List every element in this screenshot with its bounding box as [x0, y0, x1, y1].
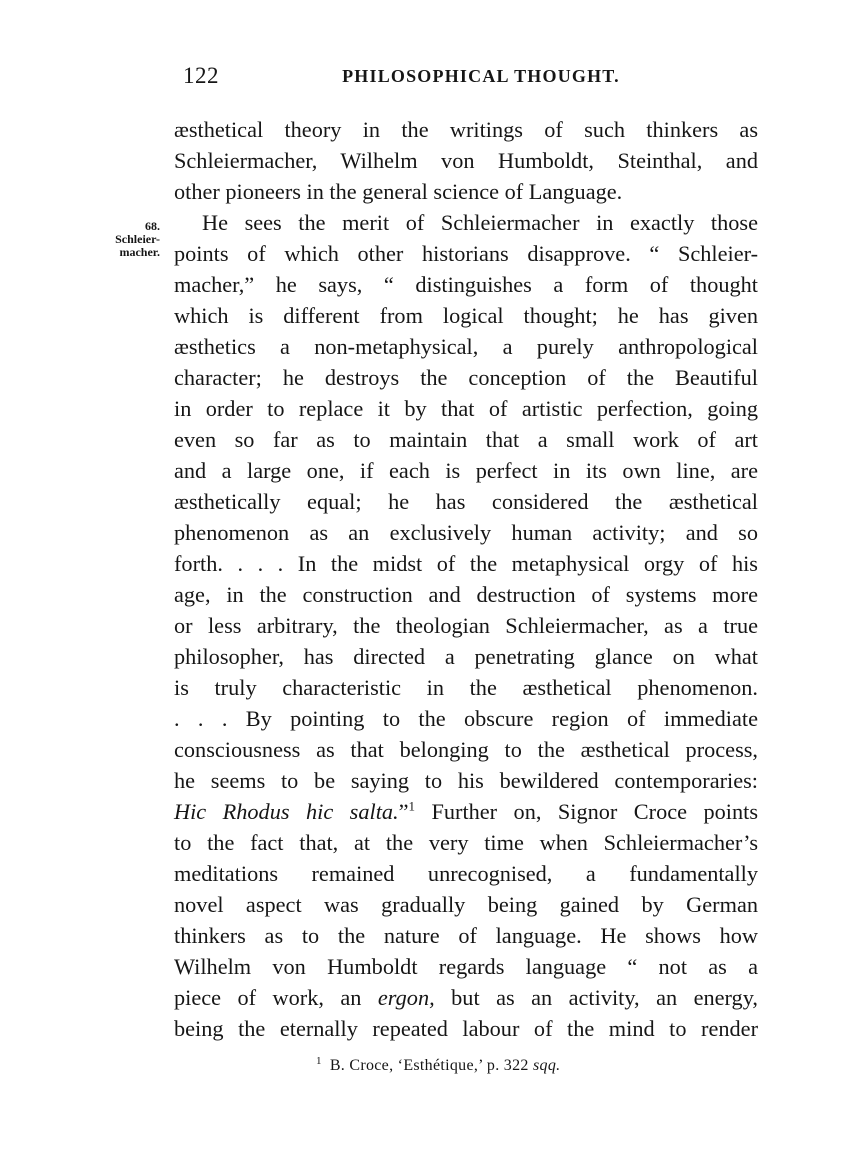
footnote	[316, 1055, 736, 1077]
text-line-24: to the fact that, at the very time when Schleiermacher’s	[174, 830, 758, 855]
text-line-17: or less arbitrary, the theologian Schleiermacher, as a true	[174, 613, 758, 638]
ergon-before: piece of work, an	[174, 985, 362, 1010]
footnote-text: B. Croce, ‘Esthétique,’ p. 322	[329, 1057, 529, 1074]
ergon-after: but as an activity, an energy,	[451, 985, 758, 1010]
text-line-8: æsthetics a non-metaphysical, a purely anthropological	[174, 334, 758, 359]
text-line-30: being the eternally repeated labour of the mind to render	[174, 1016, 758, 1041]
text-line-27: thinkers as to the nature of language. He shows how	[174, 923, 758, 948]
margin-note	[80, 220, 160, 259]
margin-note-number: 68.	[145, 219, 160, 233]
text-line-1: æsthetical theory in the writings of such thinkers as	[174, 117, 758, 142]
text-line-15: forth. . . . In the midst of the metaphysical orgy of his	[174, 551, 758, 576]
hic-italic: Hic Rhodus hic salta.”	[174, 799, 409, 824]
ergon-italic: ergon,	[377, 985, 435, 1010]
text-line-22: he seems to be saying to his bewildered contemporaries:	[174, 768, 758, 793]
text-line-10: in order to replace it by that of artistic perfection, going	[174, 396, 758, 421]
page-number: 122	[183, 63, 219, 88]
text-line-9: character; he destroys the conception of the Beautiful	[174, 365, 758, 390]
hic-rest: Further on, Signor Croce points	[431, 799, 758, 824]
text-line-25: meditations remained unrecognised, a fundamentally	[174, 861, 758, 886]
margin-note-label-1: Schleier-	[115, 232, 160, 246]
text-line-11: even so far as to maintain that a small work of art	[174, 427, 758, 452]
text-line-6: macher,” he says, “ distinguishes a form of thought	[174, 272, 758, 297]
text-line-2: Schleiermacher, Wilhelm von Humboldt, Steinthal, and	[174, 148, 758, 173]
text-line-3: other pioneers in the general science of Language.	[174, 179, 623, 204]
text-line-28: Wilhelm von Humboldt regards language “ not as a	[174, 954, 758, 979]
footnote-number: 1	[316, 1054, 322, 1067]
text-line-23	[174, 796, 758, 827]
body-text	[174, 114, 758, 1044]
text-line-12: and a large one, if each is perfect in its own line, are	[174, 458, 758, 483]
text-line-29	[174, 982, 758, 1013]
text-line-18: philosopher, has directed a penetrating glance on what	[174, 644, 758, 669]
footnote-ref: 1	[408, 798, 416, 814]
text-line-19: is truly characteristic in the æsthetical phenomenon.	[174, 675, 758, 700]
text-line-26: novel aspect was gradually being gained by German	[174, 892, 758, 917]
footnote-italic: sqq.	[533, 1057, 561, 1074]
text-line-16: age, in the construction and destruction of systems more	[174, 582, 758, 607]
text-line-5: points of which other historians disapprove. “ Schleier-	[174, 241, 758, 266]
running-title: PHILOSOPHICAL THOUGHT.	[342, 66, 620, 86]
text-line-7: which is different from logical thought; he has given	[174, 303, 758, 328]
text-line-20: . . . By pointing to the obscure region of immediate	[174, 706, 758, 731]
text-line-13: æsthetically equal; he has considered the æsthetical	[174, 489, 758, 514]
running-head	[183, 62, 757, 90]
margin-note-label-2: macher.	[119, 245, 160, 259]
text-line-4: He sees the merit of Schleiermacher in exactly those	[202, 210, 758, 235]
text-line-14: phenomenon as an exclusively human activity; and so	[174, 520, 758, 545]
text-line-21: consciousness as that belonging to the æsthetical process,	[174, 737, 758, 762]
